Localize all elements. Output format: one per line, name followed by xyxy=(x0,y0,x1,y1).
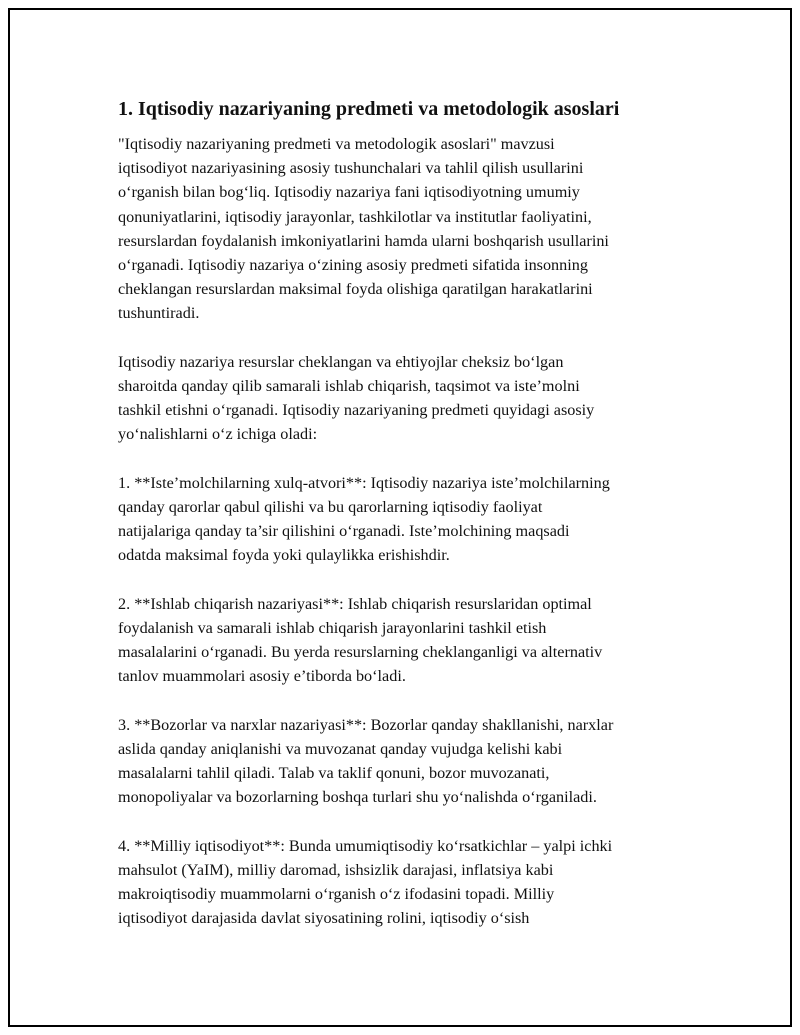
text-line: tanlov muammolari asosiy e’tiborda bo‘ladi. xyxy=(118,667,406,686)
list-item-1 xyxy=(118,471,690,568)
text-line: tashkil etishni o‘rganadi. Iqtisodiy nazariyaning predmeti quyidagi asosiy xyxy=(118,401,595,420)
list-item-3 xyxy=(118,713,690,810)
text-line: masalalarini o‘rganadi. Bu yerda resurslarning cheklanganligi va alternativ xyxy=(118,643,603,662)
text-line: foydalanish va samarali ishlab chiqarish jarayonlarini tashkil etish xyxy=(118,619,547,638)
text-line: yo‘nalishlarni o‘z ichiga oladi: xyxy=(118,425,318,444)
text-line: makroiqtisodiy muammolarni o‘rganish o‘z ifodasini topadi. Milliy xyxy=(118,885,555,904)
text-line: iqtisodiyot nazariyasining asosiy tushunchalari va tahlil qilish usullarini xyxy=(118,159,584,178)
text-line: resurslardan foydalanish imkoniyatlarini hamda ularni boshqarish usullarini xyxy=(118,231,609,250)
paragraph-intro xyxy=(118,132,690,326)
text-line: aslida qanday aniqlanishi va muvozanat qanday vujudga kelishi kabi xyxy=(118,740,563,759)
paragraph-subject xyxy=(118,350,690,447)
text-line: o‘rganadi. Iqtisodiy nazariya o‘zining asosiy predmeti sifatida insonning xyxy=(118,256,588,275)
text-line: Iqtisodiy nazariya resurslar cheklangan va ehtiyojlar cheksiz bo‘lgan xyxy=(118,352,564,371)
list-item-4 xyxy=(118,834,690,931)
text-line: qonuniyatlarini, iqtisodiy jarayonlar, tashkilotlar va institutlar faoliyatini, xyxy=(118,207,592,226)
text-line: 2. **Ishlab chiqarish nazariyasi**: Ishlab chiqarish resurslaridan optimal xyxy=(118,594,592,613)
text-line: cheklangan resurslardan maksimal foyda olishiga qaratilgan harakatlarini xyxy=(118,280,593,299)
text-line: 3. **Bozorlar va narxlar nazariyasi**: Bozorlar qanday shakllanishi, narxlar xyxy=(118,715,614,734)
list-item-2 xyxy=(118,592,690,689)
text-line: odatda maksimal foyda yoki qulaylikka erishishdir. xyxy=(118,546,450,565)
text-line: natijalariga qanday ta’sir qilishini o‘rganadi. Iste’molchining maqsadi xyxy=(118,522,570,541)
text-line: 1. **Iste’molchilarning xulq-atvori**: Iqtisodiy nazariya iste’molchilarning xyxy=(118,473,610,492)
text-line: iqtisodiyot darajasida davlat siyosatining rolini, iqtisodiy o‘sish xyxy=(118,909,530,928)
text-line: mahsulot (YaIM), milliy daromad, ishsizlik darajasi, inflatsiya kabi xyxy=(118,861,554,880)
text-line: qanday qarorlar qabul qilishi va bu qarorlarning iqtisodiy faoliyat xyxy=(118,498,543,517)
text-line: tushuntiradi. xyxy=(118,304,200,323)
text-line: o‘rganish bilan bog‘liq. Iqtisodiy nazariya fani iqtisodiyotning umumiy xyxy=(118,183,580,202)
text-line: monopoliyalar va bozorlarning boshqa turlari shu yo‘nalishda o‘rganiladi. xyxy=(118,788,597,807)
text-line: 4. **Milliy iqtisodiyot**: Bunda umumiqtisodiy ko‘rsatkichlar – yalpi ichki xyxy=(118,836,613,855)
document-page xyxy=(8,8,792,1027)
text-line: masalalarni tahlil qiladi. Talab va taklif qonuni, bozor muvozanati, xyxy=(118,764,550,783)
text-line: sharoitda qanday qilib samarali ishlab chiqarish, taqsimot va iste’molni xyxy=(118,377,580,396)
section-heading: 1. Iqtisodiy nazariyaning predmeti va metodologik asoslari xyxy=(118,98,620,120)
document-body xyxy=(118,96,690,955)
text-line: "Iqtisodiy nazariyaning predmeti va metodologik asoslari" mavzusi xyxy=(118,135,555,153)
